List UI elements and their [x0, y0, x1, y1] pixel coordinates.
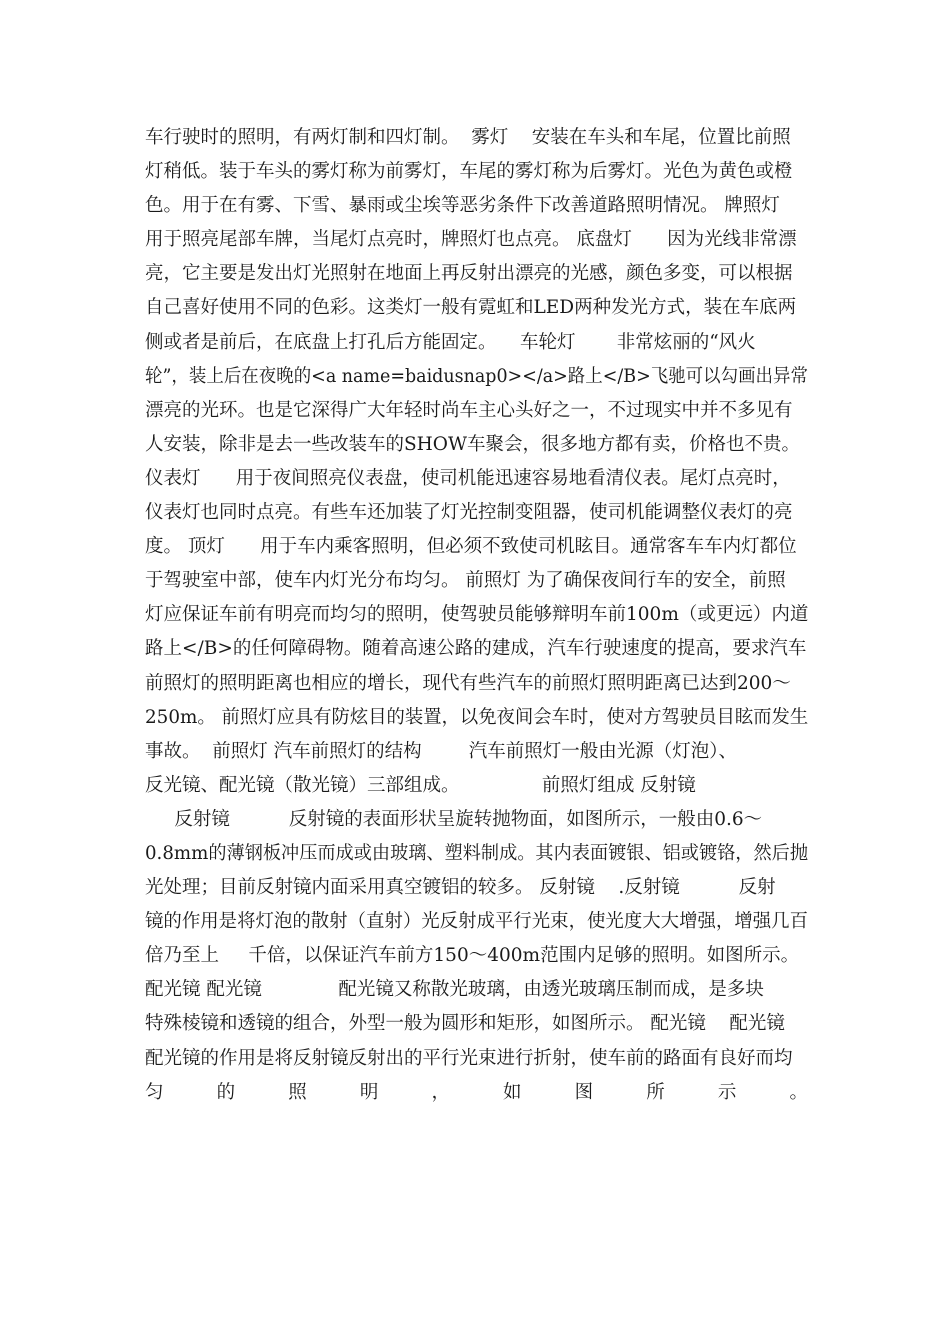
text-line: 轮”，装上后在夜晚的<a name=baidusnap0></a>路上</B>飞驰可以勾画出异常: [145, 365, 808, 387]
text-line: 反射镜 反射镜的表面形状呈旋转抛物面，如图所示，一般由0.6～: [145, 808, 763, 830]
text-line: 事故。 前照灯 汽车前照灯的结构 汽车前照灯一般由光源（灯泡）、: [145, 740, 737, 762]
text-line: 灯稍低。装于车头的雾灯称为前雾灯，车尾的雾灯称为后雾灯。光色为黄色或橙: [145, 161, 793, 183]
text-line: 0.8mm的薄钢板冲压而成或由玻璃、塑料制成。其内表面镀银、铝或镀铬，然后抛: [145, 842, 809, 864]
text-line: 匀 的 照 明 ， 如 图 所 示 。: [145, 1081, 808, 1103]
text-line: 自己喜好使用不同的色彩。这类灯一般有霓虹和LED两种发光方式，装在车底两: [145, 297, 797, 319]
text-line: 灯应保证车前有明亮而均匀的照明，使驾驶员能够辩明车前100m（或更远）内道: [145, 604, 809, 626]
text-line: 配光镜的作用是将反射镜反射出的平行光束进行折射，使车前的路面有良好而均: [145, 1047, 793, 1069]
body-text: [145, 121, 808, 1110]
text-line: 用于照亮尾部车牌，当尾灯点亮时，牌照灯也点亮。 底盘灯 因为光线非常漂: [145, 229, 797, 251]
text-line: 镜的作用是将灯泡的散射（直射）光反射成平行光束，使光度大大增强，增强几百: [145, 911, 809, 933]
text-line: 仪表灯也同时点亮。有些车还加装了灯光控制变阻器，使司机能调整仪表灯的亮: [145, 502, 793, 524]
text-line: 侧或者是前后，在底盘上打孔后方能固定。 车轮灯 非常炫丽的“风火: [145, 331, 756, 353]
text-line: 倍乃至上 千倍，以保证汽车前方150～400m范围内足够的照明。如图所示。: [145, 945, 800, 967]
text-line: 仪表灯 用于夜间照亮仪表盘，使司机能迅速容易地看清仪表。尾灯点亮时，: [145, 467, 791, 489]
text-line: 光处理；目前反射镜内面采用真空镀铝的较多。 反射镜 .反射镜 反射: [145, 877, 776, 899]
text-line: 前照灯的照明距离也相应的增长，现代有些汽车的前照灯照明距离已达到200～: [145, 672, 791, 694]
text-line: 色。用于在有雾、下雪、暴雨或尘埃等恶劣条件下改善道路照明情况。 牌照灯: [145, 195, 780, 217]
text-line: 配光镜 配光镜 配光镜又称散光玻璃，由透光玻璃压制而成，是多块: [145, 979, 764, 1001]
text-line: 特殊棱镜和透镜的组合，外型一般为圆形和矩形，如图所示。 配光镜 配光镜: [145, 1013, 785, 1035]
text-line: 亮，它主要是发出灯光照射在地面上再反射出漂亮的光感，颜色多变，可以根据: [145, 263, 793, 285]
text-line: 度。 顶灯 用于车内乘客照明，但必须不致使司机眩目。通常客车车内灯都位: [145, 536, 797, 558]
text-line: 250m。 前照灯应具有防炫目的装置，以免夜间会车时，使对方驾驶员目眩而发生: [145, 706, 809, 728]
text-line: 于驾驶室中部，使车内灯光分布均匀。 前照灯 为了确保夜间行车的安全，前照: [145, 570, 786, 592]
text-line: 车行驶时的照明，有两灯制和四灯制。 雾灯 安装在车头和车尾，位置比前照: [145, 127, 791, 148]
text-line: 反光镜、配光镜（散光镜）三部组成。 前照灯组成 反射镜: [145, 774, 696, 796]
text-line: 人安装，除非是去一些改装车的SHOW车聚会，很多地方都有卖，价格也不贵。: [145, 433, 800, 455]
text-line: 路上</B>的任何障碍物。随着高速公路的建成，汽车行驶速度的提高，要求汽车: [145, 638, 807, 660]
text-line: 漂亮的光环。也是它深得广大年轻时尚车主心头好之一，不过现实中并不多见有: [145, 399, 793, 421]
